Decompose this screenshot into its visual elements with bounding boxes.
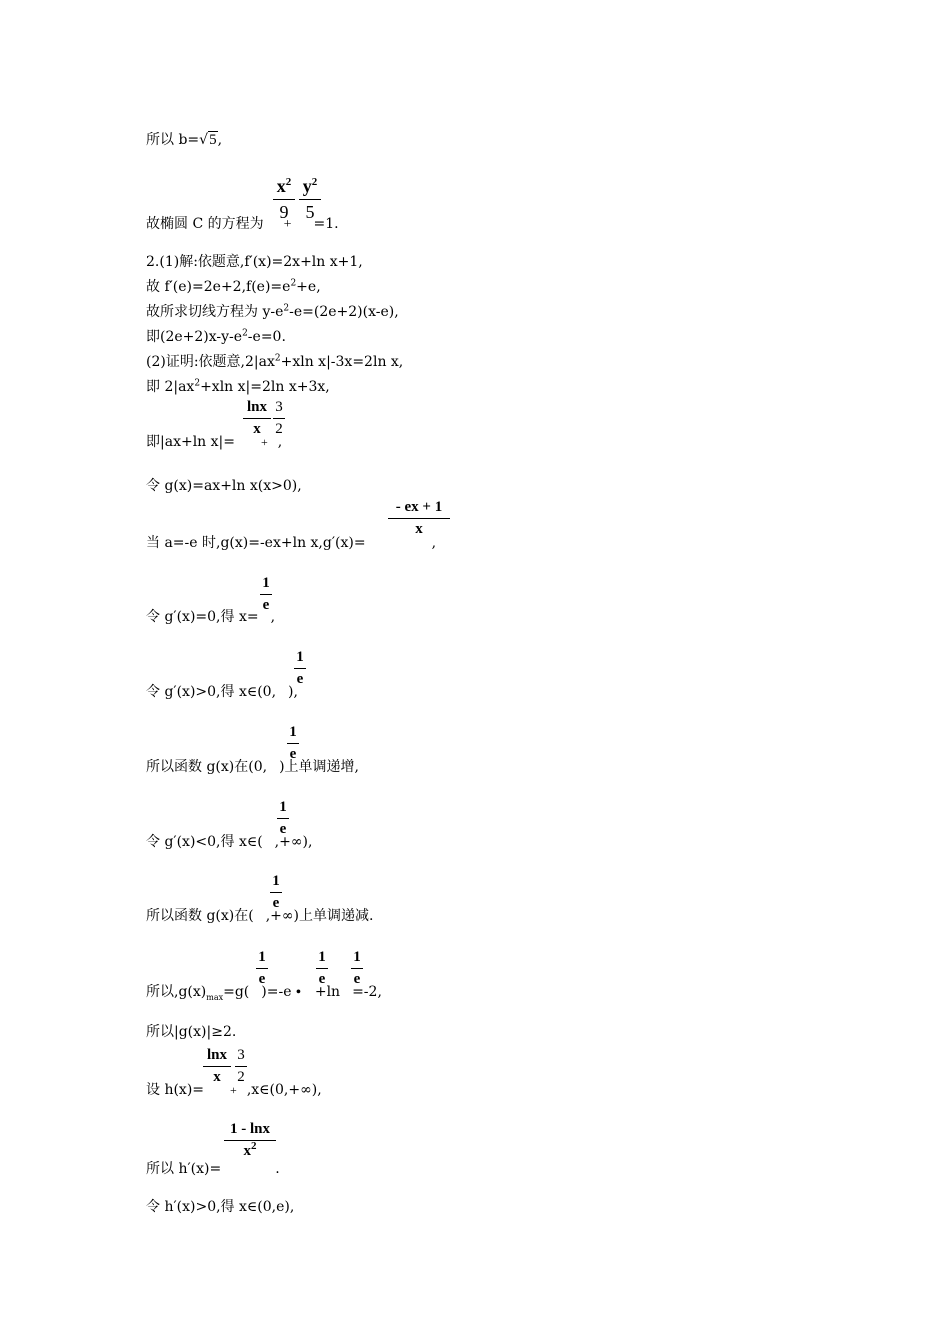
- sqrt-symbol: √5: [199, 132, 217, 148]
- fraction: 1 e: [270, 873, 282, 912]
- fraction: 1 e: [316, 949, 328, 988]
- text-line: 故所求切线方程为 $y-e^2-e=(2e+2)(x-e)$,: [146, 303, 399, 320]
- text-line: 所以函数 g(x)在( ,+∞)上单调递减.: [146, 908, 374, 924]
- fraction: 1 e: [294, 649, 306, 688]
- fraction: $y^2$ 5: [299, 176, 321, 223]
- fraction: $x^2$ 9: [273, 176, 295, 223]
- text-line: 所以$,g(x)_{max}=g$( )=-e • +ln =-2,: [146, 984, 382, 1002]
- text-line: 即$(2e+2)x-y-e^2-e=0$.: [146, 328, 286, 345]
- text-line: 令 h′(x)>0,得 x∈(0,e),: [146, 1199, 295, 1215]
- text-line: 当 a=-e 时,g(x)=-ex+ln x,g′(x)= ,: [146, 535, 437, 551]
- text-line: 即|ax+ln x|= + ,: [146, 434, 283, 450]
- fraction: 3 2: [273, 399, 285, 438]
- text-line: 即 $2|ax^2+xln$ x|=2ln x+3x,: [146, 378, 330, 395]
- fraction: 1 e: [260, 575, 272, 614]
- fraction: 1 - lnx $x^2$: [224, 1121, 276, 1160]
- text-line: 所以函数 g(x)在(0, )上单调递增,: [146, 759, 359, 775]
- text-line: 令 g′(x)<0,得 x∈( ,+∞),: [146, 834, 313, 850]
- text-line: 所以 h′(x)= .: [146, 1161, 280, 1177]
- fraction: - ex + 1 x: [388, 499, 450, 538]
- fraction: 1 e: [277, 799, 289, 838]
- fraction: 1 e: [256, 949, 268, 988]
- text-line: 2.(1)解:依题意,f′(x)=2x+ln x+1,: [146, 254, 363, 270]
- fraction: 1 e: [351, 949, 363, 988]
- text-line: 设 h(x)= + ,x∈(0,+∞),: [146, 1082, 322, 1098]
- text-line: 令 g′(x)=0,得 x= ,: [146, 609, 276, 625]
- text-line: 所以 b=√5,: [146, 132, 223, 148]
- text-line: 所以|g(x)|≥2.: [146, 1024, 237, 1040]
- text-line: 令 g(x)=ax+ln x(x>0),: [146, 478, 302, 494]
- fraction: 3 2: [235, 1047, 247, 1086]
- fraction: 1 e: [287, 724, 299, 763]
- text-line: 故椭圆 C 的方程为 + =1.: [146, 216, 339, 232]
- text-line: (2)证明:依题意$,2|ax^2+xln$ x|-3x=2ln x,: [146, 353, 404, 370]
- fraction: lnx x: [243, 399, 271, 438]
- fraction: lnx x: [203, 1047, 231, 1086]
- text-line: 令 g′(x)>0,得 x∈(0, ),: [146, 684, 298, 700]
- text-line: 故 $f'(e)=2e+2,f(e)=e^2+e$,: [146, 278, 321, 295]
